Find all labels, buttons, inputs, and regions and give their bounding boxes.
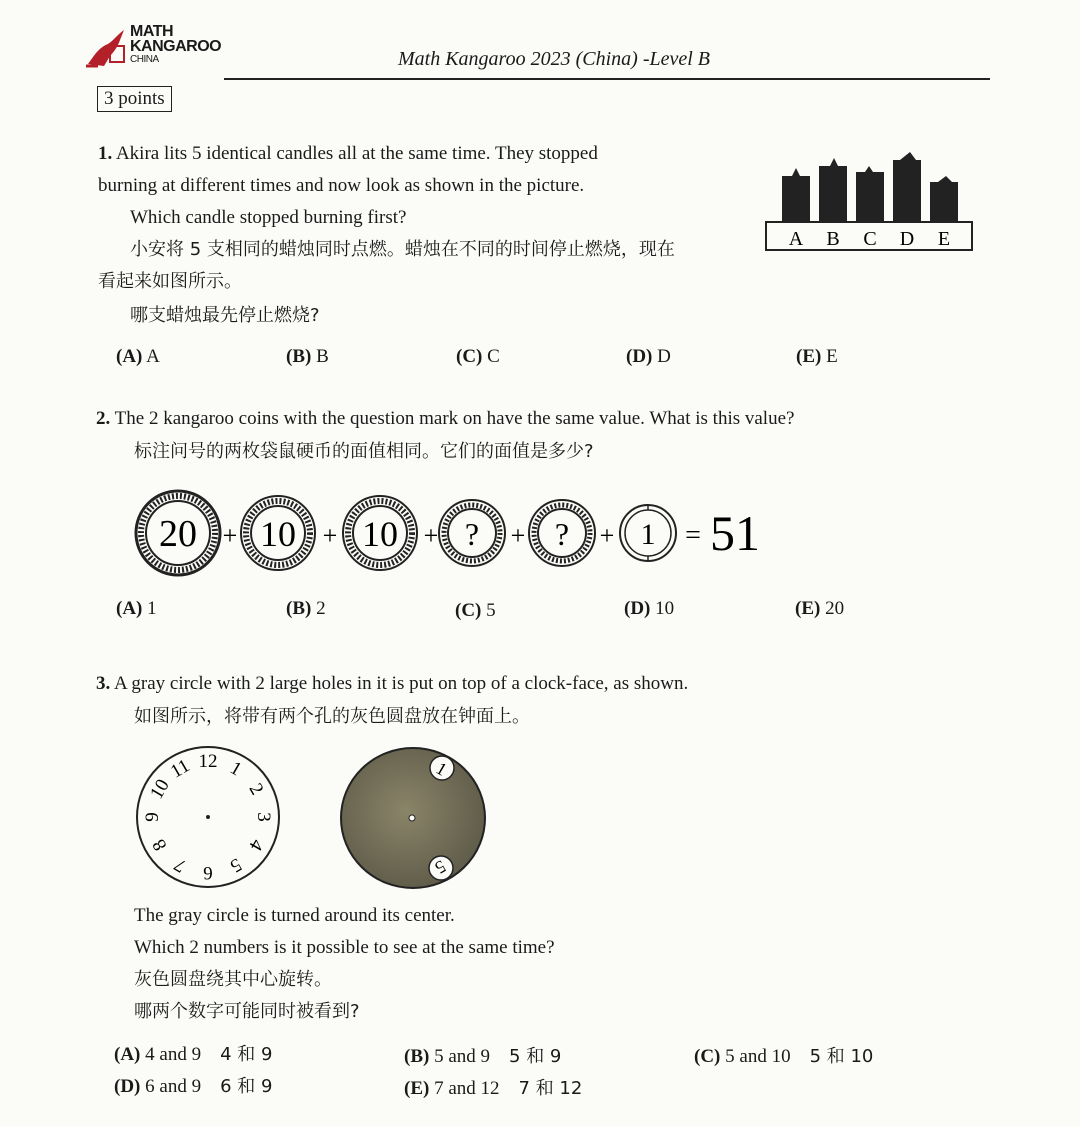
points-badge: 3 points — [97, 86, 172, 112]
candle-label: A — [788, 228, 804, 250]
candles-figure — [764, 146, 976, 256]
q3-line1: 3. A gray circle with 2 large holes in it is put on top of a clock-face, as shown. — [96, 673, 689, 694]
plus-sign: + — [510, 521, 526, 550]
q3-text2: The gray circle is turned around its center. — [134, 905, 455, 926]
equals-sign: = — [685, 520, 701, 551]
svg-text:10: 10 — [362, 514, 398, 554]
clock-number: 9 — [142, 812, 163, 822]
clock-number: 10 — [146, 775, 174, 803]
clock-face-figure — [130, 742, 290, 892]
plus-sign: + — [222, 521, 238, 550]
svg-text:5: 5 — [431, 856, 450, 879]
svg-text:1: 1 — [432, 757, 451, 780]
logo-line1: MATH — [130, 23, 174, 40]
clock-number: 1 — [226, 757, 246, 781]
svg-text:1: 1 — [640, 518, 656, 551]
page-title: Math Kangaroo 2023 (China) -Level B — [398, 48, 711, 70]
coin-1 — [620, 505, 676, 561]
q3-zh2: 灰色圆盘绕其中心旋转。 — [134, 969, 332, 990]
candle-label: D — [899, 228, 915, 250]
plus-sign: + — [599, 521, 615, 550]
q3-zh: 如图所示，将带有两个孔的灰色圆盘放在钟面上。 — [134, 706, 530, 727]
q1-line2: burning at different times and now look as shown in the picture. — [98, 175, 585, 196]
total-value: 51 — [710, 505, 760, 561]
candle-d — [893, 160, 921, 222]
clock-number: 12 — [198, 751, 218, 772]
candle-label: C — [863, 228, 877, 250]
kangaroo-logo-icon — [84, 26, 128, 68]
candle-a — [782, 176, 810, 222]
candle-label: B — [826, 228, 840, 250]
q3-option-b[interactable]: (B) 5 and 9 5 和 9 — [404, 1046, 562, 1067]
clock-number: 5 — [226, 853, 246, 877]
logo-line2: KANGAROO — [130, 38, 222, 55]
coin-question — [529, 500, 595, 566]
q1-zh-line2: 看起来如图所示。 — [98, 271, 242, 292]
q1-option-b[interactable]: (B) B — [286, 346, 329, 367]
q2-option-e[interactable]: (E) 20 — [795, 598, 845, 619]
q3-number: 3. — [96, 673, 111, 694]
q2-number: 2. — [96, 408, 111, 429]
plus-sign: + — [423, 521, 439, 550]
clock-number: 8 — [148, 835, 172, 855]
clock-number: 6 — [203, 862, 213, 883]
candle-label: E — [937, 228, 951, 250]
q2-option-d[interactable]: (D) 10 — [624, 598, 675, 619]
coin-10 — [241, 496, 315, 570]
q1-option-e[interactable]: (E) E — [796, 346, 838, 367]
coins-figure — [130, 488, 780, 584]
svg-text:?: ? — [464, 516, 480, 552]
clock-number: 3 — [253, 812, 274, 822]
q3-question: Which 2 numbers is it possible to see at the same time? — [134, 937, 555, 958]
q1-zh-line1: 小安将 5 支相同的蜡烛同时点燃。蜡烛在不同的时间停止燃烧，现在 — [130, 239, 675, 260]
svg-text:?: ? — [554, 516, 570, 552]
q2-line1: 2. The 2 kangaroo coins with the question mark on have the same value. What is this value? — [96, 408, 795, 429]
q3-option-a[interactable]: (A) 4 and 9 4 和 9 — [114, 1044, 273, 1065]
q1-question: Which candle stopped burning first? — [130, 207, 407, 228]
q3-option-c[interactable]: (C) 5 and 10 5 和 10 — [694, 1046, 874, 1067]
coin-question — [439, 500, 505, 566]
logo — [84, 24, 224, 70]
svg-text:20: 20 — [159, 513, 197, 555]
q2-option-b[interactable]: (B) 2 — [286, 598, 326, 619]
gray-disk-figure — [336, 746, 492, 894]
clock-number: 7 — [170, 853, 190, 877]
q1-option-c[interactable]: (C) C — [456, 346, 500, 367]
q3-option-d[interactable]: (D) 6 and 9 6 和 9 — [114, 1076, 273, 1097]
q3-zh-question: 哪两个数字可能同时被看到? — [134, 1001, 360, 1022]
q2-option-c[interactable]: (C) 5 — [455, 600, 496, 621]
q3-option-e[interactable]: (E) 7 and 12 7 和 12 — [404, 1078, 583, 1099]
candle-e — [930, 182, 958, 222]
svg-text:10: 10 — [260, 514, 296, 554]
q2-zh: 标注问号的两枚袋鼠硬币的面值相同。它们的面值是多少? — [134, 441, 594, 462]
q1-number: 1. — [98, 143, 113, 164]
coin-20 — [136, 491, 220, 575]
logo-line3: CHINA — [130, 54, 159, 65]
candle-b — [819, 166, 847, 222]
q1-option-d[interactable]: (D) D — [626, 346, 671, 367]
coin-10 — [343, 496, 417, 570]
clock-number: 2 — [244, 779, 268, 799]
q1-line1: 1. Akira lits 5 identical candles all at the same time. They stopped — [98, 143, 598, 164]
q2-option-a[interactable]: (A) 1 — [116, 598, 157, 619]
candle-c — [856, 172, 884, 222]
q1-option-a[interactable]: (A) A — [116, 346, 160, 367]
q1-zh-question: 哪支蜡烛最先停止燃烧? — [130, 305, 320, 326]
clock-number: 11 — [167, 755, 194, 783]
plus-sign: + — [322, 521, 338, 550]
header-divider — [224, 78, 990, 80]
clock-number: 4 — [244, 835, 268, 855]
